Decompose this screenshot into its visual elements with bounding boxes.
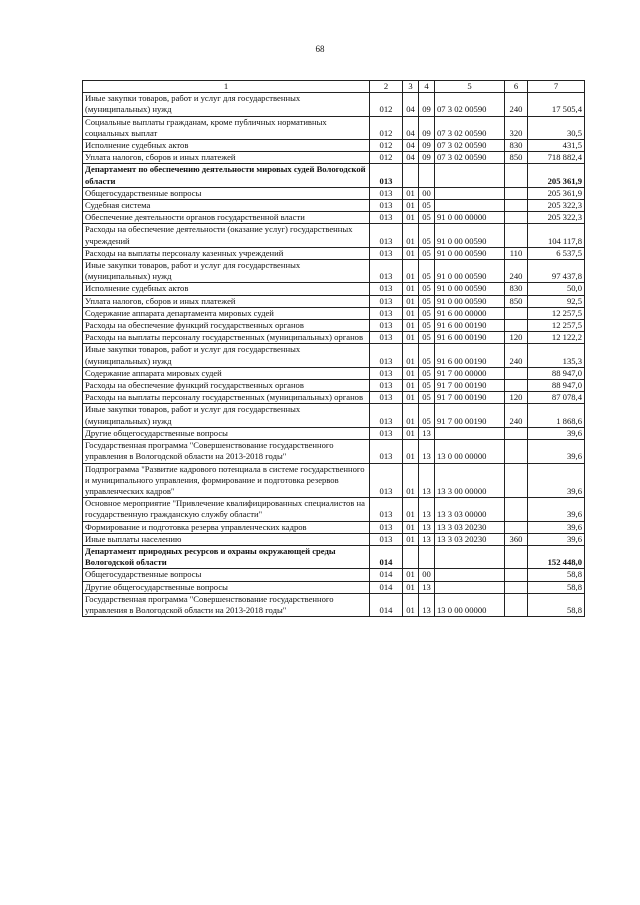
row-expense-type	[505, 320, 528, 332]
row-grbs-code: 013	[370, 367, 403, 379]
row-subsection-code: 05	[419, 380, 435, 392]
row-name: Общегосударственные вопросы	[83, 569, 370, 581]
row-name: Обеспечение деятельности органов государственной власти	[83, 212, 370, 224]
row-section-code: 04	[403, 116, 419, 139]
row-name: Иные закупки товаров, работ и услуг для государственных (муниципальных) нужд	[83, 260, 370, 283]
row-expense-type	[505, 581, 528, 593]
row-grbs-code: 013	[370, 498, 403, 521]
row-expense-type: 850	[505, 295, 528, 307]
row-target-code: 07 3 02 00590	[435, 140, 505, 152]
column-header: 6	[505, 81, 528, 93]
row-expense-type	[505, 498, 528, 521]
table-row	[83, 212, 585, 224]
row-subsection-code: 05	[419, 344, 435, 367]
row-subsection-code: 05	[419, 283, 435, 295]
row-name: Судебная система	[83, 200, 370, 212]
row-subsection-code: 00	[419, 569, 435, 581]
row-section-code: 01	[403, 569, 419, 581]
row-expense-type: 830	[505, 283, 528, 295]
table-row	[83, 593, 585, 616]
row-subsection-code: 09	[419, 116, 435, 139]
column-header: 7	[528, 81, 585, 93]
table-row	[83, 392, 585, 404]
row-target-code	[435, 427, 505, 439]
row-target-code: 91 0 00 00590	[435, 224, 505, 247]
row-name: Другие общегосударственные вопросы	[83, 427, 370, 439]
row-expense-type	[505, 521, 528, 533]
row-target-code: 91 0 00 00590	[435, 295, 505, 307]
column-header: 3	[403, 81, 419, 93]
row-section-code: 04	[403, 93, 419, 116]
table-row	[83, 581, 585, 593]
row-section-code: 01	[403, 332, 419, 344]
row-grbs-code: 013	[370, 404, 403, 427]
row-subsection-code: 05	[419, 212, 435, 224]
row-grbs-code: 013	[370, 427, 403, 439]
row-name: Департамент по обеспечению деятельности мировых судей Вологодской области	[83, 164, 370, 187]
row-amount: 30,5	[528, 116, 585, 139]
table-row	[83, 116, 585, 139]
row-amount: 39,6	[528, 521, 585, 533]
row-name: Иные закупки товаров, работ и услуг для государственных (муниципальных) нужд	[83, 404, 370, 427]
row-grbs-code: 013	[370, 307, 403, 319]
row-section-code: 01	[403, 187, 419, 199]
column-header: 4	[419, 81, 435, 93]
budget-table	[82, 80, 585, 617]
row-grbs-code: 013	[370, 440, 403, 463]
row-subsection-code: 13	[419, 581, 435, 593]
row-section-code: 01	[403, 307, 419, 319]
row-expense-type	[505, 367, 528, 379]
table-row	[83, 440, 585, 463]
row-section-code: 01	[403, 344, 419, 367]
row-target-code: 07 3 02 00590	[435, 116, 505, 139]
row-name: Исполнение судебных актов	[83, 140, 370, 152]
row-grbs-code: 013	[370, 463, 403, 498]
row-expense-type: 830	[505, 140, 528, 152]
row-grbs-code: 013	[370, 344, 403, 367]
row-amount: 104 117,8	[528, 224, 585, 247]
row-amount: 205 361,9	[528, 187, 585, 199]
row-target-code	[435, 187, 505, 199]
row-grbs-code: 013	[370, 392, 403, 404]
row-expense-type	[505, 593, 528, 616]
row-section-code: 01	[403, 367, 419, 379]
row-amount: 12 257,5	[528, 307, 585, 319]
table-row	[83, 295, 585, 307]
row-subsection-code: 05	[419, 260, 435, 283]
row-grbs-code: 013	[370, 187, 403, 199]
department-row	[83, 164, 585, 187]
row-amount: 39,6	[528, 440, 585, 463]
row-section-code: 04	[403, 152, 419, 164]
row-target-code	[435, 200, 505, 212]
row-amount: 88 947,0	[528, 380, 585, 392]
row-section-code: 01	[403, 427, 419, 439]
row-grbs-code: 013	[370, 247, 403, 259]
row-expense-type	[505, 569, 528, 581]
table-row	[83, 187, 585, 199]
row-name: Уплата налогов, сборов и иных платежей	[83, 295, 370, 307]
row-target-code: 91 7 00 00190	[435, 380, 505, 392]
row-amount: 50,0	[528, 283, 585, 295]
row-name: Другие общегосударственные вопросы	[83, 581, 370, 593]
table-row	[83, 521, 585, 533]
row-grbs-code: 014	[370, 593, 403, 616]
row-amount: 58,8	[528, 581, 585, 593]
row-target-code: 13 3 03 00000	[435, 498, 505, 521]
row-name: Иные закупки товаров, работ и услуг для государственных (муниципальных) нужд	[83, 344, 370, 367]
row-name: Уплата налогов, сборов и иных платежей	[83, 152, 370, 164]
row-amount: 205 361,9	[528, 164, 585, 187]
row-expense-type	[505, 212, 528, 224]
row-name: Расходы на обеспечение функций государственных органов	[83, 380, 370, 392]
row-amount: 718 882,4	[528, 152, 585, 164]
row-target-code	[435, 164, 505, 187]
row-expense-type: 240	[505, 344, 528, 367]
row-target-code: 13 3 03 20230	[435, 521, 505, 533]
row-expense-type	[505, 307, 528, 319]
row-target-code: 07 3 02 00590	[435, 152, 505, 164]
row-grbs-code: 013	[370, 332, 403, 344]
row-subsection-code: 13	[419, 593, 435, 616]
row-subsection-code: 09	[419, 93, 435, 116]
row-subsection-code: 05	[419, 295, 435, 307]
row-target-code	[435, 545, 505, 568]
row-amount: 205 322,3	[528, 200, 585, 212]
row-grbs-code: 013	[370, 533, 403, 545]
table-row	[83, 427, 585, 439]
table-row	[83, 307, 585, 319]
row-expense-type: 320	[505, 116, 528, 139]
row-grbs-code: 012	[370, 140, 403, 152]
table-row	[83, 283, 585, 295]
row-target-code: 13 0 00 00000	[435, 440, 505, 463]
row-target-code: 13 3 00 00000	[435, 463, 505, 498]
row-section-code: 01	[403, 247, 419, 259]
row-subsection-code: 05	[419, 367, 435, 379]
row-subsection-code: 13	[419, 498, 435, 521]
row-expense-type: 240	[505, 404, 528, 427]
row-subsection-code: 00	[419, 187, 435, 199]
row-section-code: 01	[403, 380, 419, 392]
row-section-code: 01	[403, 533, 419, 545]
row-section-code: 01	[403, 283, 419, 295]
row-grbs-code: 012	[370, 116, 403, 139]
row-expense-type	[505, 164, 528, 187]
row-amount: 92,5	[528, 295, 585, 307]
row-name: Содержание аппарата мировых судей	[83, 367, 370, 379]
table-row	[83, 380, 585, 392]
page-number: 68	[315, 44, 325, 54]
row-target-code: 91 0 00 00000	[435, 212, 505, 224]
row-subsection-code: 05	[419, 200, 435, 212]
row-name: Расходы на выплаты персоналу казенных учреждений	[83, 247, 370, 259]
row-grbs-code: 012	[370, 93, 403, 116]
row-subsection-code: 13	[419, 427, 435, 439]
row-grbs-code: 014	[370, 569, 403, 581]
row-name: Общегосударственные вопросы	[83, 187, 370, 199]
row-name: Государственная программа "Совершенствование государственного управления в Вологодской области на 2013-2018 годы"	[83, 593, 370, 616]
row-grbs-code: 013	[370, 212, 403, 224]
row-grbs-code: 013	[370, 260, 403, 283]
row-subsection-code: 13	[419, 533, 435, 545]
row-grbs-code: 013	[370, 224, 403, 247]
row-section-code: 01	[403, 593, 419, 616]
row-grbs-code: 013	[370, 200, 403, 212]
row-expense-type	[505, 440, 528, 463]
row-amount: 1 868,6	[528, 404, 585, 427]
row-expense-type	[505, 545, 528, 568]
row-target-code: 91 6 00 00000	[435, 307, 505, 319]
row-expense-type	[505, 427, 528, 439]
row-section-code: 01	[403, 521, 419, 533]
row-section-code	[403, 164, 419, 187]
row-section-code: 01	[403, 224, 419, 247]
row-target-code: 91 7 00 00000	[435, 367, 505, 379]
row-grbs-code: 013	[370, 380, 403, 392]
row-subsection-code: 05	[419, 404, 435, 427]
row-name: Исполнение судебных актов	[83, 283, 370, 295]
row-expense-type	[505, 187, 528, 199]
row-subsection-code: 05	[419, 224, 435, 247]
row-name: Департамент природных ресурсов и охраны окружающей среды Вологодской области	[83, 545, 370, 568]
row-name: Основное мероприятие "Привлечение квалифицированных специалистов на государственную гражданскую службу области"	[83, 498, 370, 521]
row-name: Подпрограмма "Развитие кадрового потенциала в системе государственного и муниципального управления, формирование и подготовка резервов управленческих кадров"	[83, 463, 370, 498]
table-row	[83, 404, 585, 427]
row-target-code	[435, 581, 505, 593]
row-target-code: 91 7 00 00190	[435, 392, 505, 404]
row-name: Расходы на обеспечение функций государственных органов	[83, 320, 370, 332]
row-grbs-code: 014	[370, 581, 403, 593]
row-amount: 87 078,4	[528, 392, 585, 404]
column-header: 1	[83, 81, 370, 93]
row-section-code: 01	[403, 463, 419, 498]
table-row	[83, 152, 585, 164]
row-target-code: 91 0 00 00590	[435, 260, 505, 283]
table-row	[83, 93, 585, 116]
row-subsection-code: 05	[419, 320, 435, 332]
row-expense-type: 120	[505, 392, 528, 404]
row-subsection-code: 13	[419, 463, 435, 498]
row-expense-type: 110	[505, 247, 528, 259]
row-amount: 39,6	[528, 427, 585, 439]
row-target-code: 91 6 00 00190	[435, 332, 505, 344]
row-amount: 39,6	[528, 463, 585, 498]
row-name: Расходы на выплаты персоналу государственных (муниципальных) органов	[83, 392, 370, 404]
column-header: 5	[435, 81, 505, 93]
row-amount: 88 947,0	[528, 367, 585, 379]
row-name: Формирование и подготовка резерва управленческих кадров	[83, 521, 370, 533]
row-section-code: 01	[403, 320, 419, 332]
row-section-code: 01	[403, 212, 419, 224]
row-amount: 58,8	[528, 569, 585, 581]
row-target-code: 91 6 00 00190	[435, 344, 505, 367]
row-amount: 205 322,3	[528, 212, 585, 224]
row-subsection-code	[419, 545, 435, 568]
table-row	[83, 498, 585, 521]
table-row	[83, 463, 585, 498]
row-subsection-code: 09	[419, 140, 435, 152]
row-subsection-code: 05	[419, 307, 435, 319]
row-target-code: 91 6 00 00190	[435, 320, 505, 332]
row-amount: 58,8	[528, 593, 585, 616]
row-expense-type	[505, 224, 528, 247]
row-target-code: 13 0 00 00000	[435, 593, 505, 616]
row-subsection-code: 13	[419, 440, 435, 463]
row-section-code: 01	[403, 295, 419, 307]
row-grbs-code: 013	[370, 521, 403, 533]
row-amount: 39,6	[528, 533, 585, 545]
table-body	[83, 81, 585, 617]
row-section-code: 01	[403, 260, 419, 283]
table-row	[83, 247, 585, 259]
row-target-code: 13 3 03 20230	[435, 533, 505, 545]
row-name: Иные выплаты населению	[83, 533, 370, 545]
row-expense-type	[505, 380, 528, 392]
row-grbs-code: 013	[370, 283, 403, 295]
row-name: Расходы на выплаты персоналу государственных (муниципальных) органов	[83, 332, 370, 344]
row-grbs-code: 012	[370, 152, 403, 164]
row-amount: 39,6	[528, 498, 585, 521]
row-grbs-code: 013	[370, 295, 403, 307]
row-target-code: 91 0 00 00590	[435, 283, 505, 295]
row-amount: 97 437,8	[528, 260, 585, 283]
row-section-code	[403, 545, 419, 568]
row-grbs-code: 013	[370, 320, 403, 332]
column-header: 2	[370, 81, 403, 93]
row-target-code: 07 3 02 00590	[435, 93, 505, 116]
table-row	[83, 344, 585, 367]
row-grbs-code: 014	[370, 545, 403, 568]
row-amount: 12 257,5	[528, 320, 585, 332]
row-section-code: 01	[403, 498, 419, 521]
row-subsection-code: 05	[419, 247, 435, 259]
row-subsection-code: 09	[419, 152, 435, 164]
table-row	[83, 200, 585, 212]
row-subsection-code: 05	[419, 392, 435, 404]
row-name: Расходы на обеспечение деятельности (оказание услуг) государственных учреждений	[83, 224, 370, 247]
row-expense-type: 240	[505, 93, 528, 116]
row-expense-type	[505, 463, 528, 498]
table-row	[83, 332, 585, 344]
row-expense-type: 360	[505, 533, 528, 545]
table-row	[83, 260, 585, 283]
row-amount: 152 448,0	[528, 545, 585, 568]
row-section-code: 01	[403, 200, 419, 212]
header-row	[83, 81, 585, 93]
row-amount: 17 505,4	[528, 93, 585, 116]
row-name: Иные закупки товаров, работ и услуг для государственных (муниципальных) нужд	[83, 93, 370, 116]
row-section-code: 01	[403, 404, 419, 427]
row-target-code: 91 7 00 00190	[435, 404, 505, 427]
row-expense-type: 120	[505, 332, 528, 344]
row-target-code: 91 0 00 00590	[435, 247, 505, 259]
row-name: Социальные выплаты гражданам, кроме публичных нормативных социальных выплат	[83, 116, 370, 139]
table-row	[83, 224, 585, 247]
table-row	[83, 140, 585, 152]
row-amount: 135,3	[528, 344, 585, 367]
row-subsection-code	[419, 164, 435, 187]
row-section-code: 01	[403, 581, 419, 593]
row-subsection-code: 05	[419, 332, 435, 344]
department-row	[83, 545, 585, 568]
row-amount: 12 122,2	[528, 332, 585, 344]
row-grbs-code: 013	[370, 164, 403, 187]
row-name: Государственная программа "Совершенствование государственного управления в Вологодской области на 2013-2018 годы"	[83, 440, 370, 463]
table-row	[83, 320, 585, 332]
table-row	[83, 367, 585, 379]
table-row	[83, 533, 585, 545]
row-subsection-code: 13	[419, 521, 435, 533]
row-section-code: 01	[403, 440, 419, 463]
row-expense-type: 240	[505, 260, 528, 283]
row-section-code: 04	[403, 140, 419, 152]
row-name: Содержание аппарата департамента мировых судей	[83, 307, 370, 319]
row-amount: 431,5	[528, 140, 585, 152]
row-expense-type: 850	[505, 152, 528, 164]
row-target-code	[435, 569, 505, 581]
row-amount: 6 537,5	[528, 247, 585, 259]
table-row	[83, 569, 585, 581]
row-expense-type	[505, 200, 528, 212]
row-section-code: 01	[403, 392, 419, 404]
